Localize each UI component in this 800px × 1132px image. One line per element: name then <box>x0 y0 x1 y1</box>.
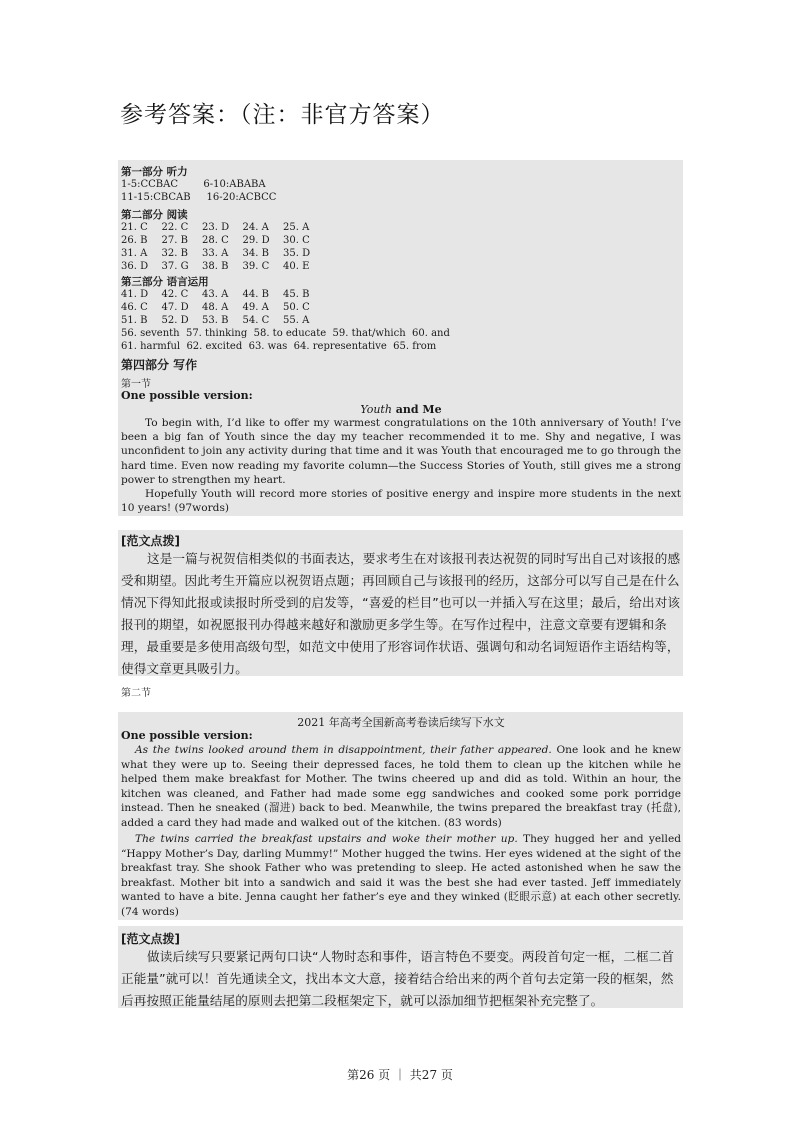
answer-row <box>121 248 324 261</box>
story-paragraph-1 <box>121 743 681 830</box>
essay-title <box>121 403 681 416</box>
answer-row <box>121 289 324 302</box>
part4-title: 第四部分 写作 <box>121 358 198 372</box>
answer-cell: 45. B <box>283 289 310 300</box>
part2-answer-grid <box>121 222 324 274</box>
answer-cell: 27. B <box>161 235 188 246</box>
answer-cell: 29. D <box>242 235 270 246</box>
answer-row <box>121 302 324 315</box>
answer-cell: 38. B <box>202 261 229 272</box>
answer-row <box>121 222 324 235</box>
page-footer: 第26 页 ｜ 共27 页 <box>347 1068 453 1082</box>
fill-answers-line-2: 61. harmful 62. excited 63. was 64. representative 65. from <box>121 341 437 352</box>
answer-cell: 52. D <box>161 315 189 326</box>
story-body <box>121 743 681 919</box>
answer-cell: 49. A <box>242 302 269 313</box>
essay-paragraph: Hopefully Youth will record more stories of positive energy and inspire more students in the next 10 years! (97words) <box>121 488 681 515</box>
essay-title-youth: Youth <box>360 403 392 416</box>
part1-line-2: 11-15:CBCAB 16-20:ACBCC <box>121 192 277 203</box>
answer-cell: 47. D <box>161 302 189 313</box>
comment1-heading: [范文点拨] <box>121 534 180 548</box>
story-p2-opening: The twins carried the breakfast upstairs and woke their mother up. <box>135 833 518 845</box>
answer-cell: 39. C <box>242 261 270 272</box>
possible-version-label-2: One possible version: <box>121 729 253 742</box>
story-title: 2021 年高考全国新高考卷读后续写下水文 <box>297 716 505 729</box>
answer-row <box>121 261 324 274</box>
section1-label: 第一节 <box>121 379 151 390</box>
answer-cell: 31. A <box>121 248 148 259</box>
answer-cell: 41. D <box>121 289 149 300</box>
part3-title: 第三部分 语言运用 <box>121 276 209 288</box>
answer-cell: 22. C <box>161 222 189 233</box>
possible-version-label: One possible version: <box>121 389 253 402</box>
answer-cell: 36. D <box>121 261 149 272</box>
answer-cell: 28. C <box>202 235 229 246</box>
page-title: 参考答案：（注：非官方答案） <box>120 102 445 128</box>
answer-cell: 30. C <box>283 235 310 246</box>
comment2-heading: [范文点拨] <box>121 932 180 946</box>
comment2-text: 做读后续写只要紧记两句口诀“人物时态和事件，语言特色不要变。两段首句定一框，二框二首正能量”就可以！首先通读全文，找出本文大意，接着结合给出来的两个首句去定第一段的框架，然后再按照正能量结尾的原则去把第二段框架定下，就可以添加细节把框架补充完整了。 <box>121 949 675 1008</box>
part3-answer-grid <box>121 289 324 328</box>
answer-cell: 50. C <box>283 302 310 313</box>
answer-cell: 43. A <box>202 289 229 300</box>
answer-cell: 21. C <box>121 222 148 233</box>
answer-cell: 55. A <box>283 315 310 326</box>
answer-cell: 53. B <box>202 315 229 326</box>
answer-cell: 33. A <box>202 248 229 259</box>
essay-paragraph: To begin with, I’d like to offer my warmest congratulations on the 10th anniversary of Youth! I’ve been a big fan of Youth since the day my teacher recommended it to me. Shy and negative, I was unconfident to join any activity during that time and it was Youth that encouraged me to go through the hard time. Even now reading my favorite column—the Success Stories of Youth, still gives me a strong power to strengthen my heart. <box>121 417 681 486</box>
answer-cell: 34. B <box>242 248 269 259</box>
answer-cell: 25. A <box>283 222 310 233</box>
essay-body <box>121 416 681 515</box>
answer-cell: 40. E <box>283 261 310 272</box>
part2-title: 第二部分 阅读 <box>121 209 188 221</box>
answer-cell: 48. A <box>202 302 229 313</box>
answer-cell: 42. C <box>161 289 189 300</box>
answer-row <box>121 235 324 248</box>
story-paragraph-2 <box>121 832 681 919</box>
story-p1-text: One look and he knew what they were up to. Seeing their depressed faces, he told them to clean up the kitchen while he helped them make breakfast for Mother. The twins cheered up and did as told. Within an hour, the kitchen was cleaned, and Father had made some egg sandwiches and cooked some pork porridge instead. Then he sneaked (溜进) back to bed. Meanwhile, the twins prepared the breakfast tray (托盘), added a card they had made and walked out of the kitchen. (83 words) <box>121 744 681 829</box>
answer-cell: 54. C <box>242 315 270 326</box>
section2-label: 第二节 <box>121 688 151 699</box>
story-p2-text: They hugged her and yelled “Happy Mother’s Day, darling Mummy!” Mother hugged the twins. Her eyes widened at the sight of the breakfast tray. She shook Father who was pretending to sleep. He acted astonished when he saw the breakfast. Mother bit into a sandwich and said it was the best she had ever tasted. Jeff immediately wanted to have a bite. Jenna caught her father’s eye and they winked (眨眼示意) at each other secretly. (74 words) <box>121 833 681 918</box>
answer-cell: 44. B <box>242 289 269 300</box>
story-p1-opening: As the twins looked around them in disappointment, their father appeared. <box>135 744 552 756</box>
answer-cell: 46. C <box>121 302 148 313</box>
answer-cell: 26. B <box>121 235 148 246</box>
answer-cell: 23. D <box>202 222 230 233</box>
answer-cell: 24. A <box>242 222 269 233</box>
comment1-text: 这是一篇与祝贺信相类似的书面表达，要求考生在对该报刊表达祝贺的同时写出自己对该报的感受和期望。因此考生开篇应以祝贺语点题；再回顾自己与该报刊的经历，这部分可以写自己是在什么情况下得知此报或读报时所受到的启发等，“喜爱的栏目”也可以一并插入写在这里；最后，给出对该报刊的期望，如祝愿报刊办得越来越好和激励更多学生等。在写作过程中，注意文章要有逻辑和条理，最重要是多使用高级句型，如范文中使用了形容词作状语、强调句和动名词短语作主语结构等，使得文章更具吸引力。 <box>121 551 681 676</box>
part1-line-1: 1-5:CCBAC 6-10:ABABA <box>121 179 266 190</box>
part1-title: 第一部分 听力 <box>121 166 188 178</box>
answer-cell: 37. G <box>161 261 189 272</box>
answer-row <box>121 315 324 328</box>
answer-cell: 35. D <box>283 248 311 259</box>
essay-title-rest: and Me <box>391 403 442 416</box>
answer-cell: 51. B <box>121 315 148 326</box>
answer-cell: 32. B <box>161 248 188 259</box>
fill-answers-line-1: 56. seventh 57. thinking 58. to educate 59. that/which 60. and <box>121 328 450 339</box>
